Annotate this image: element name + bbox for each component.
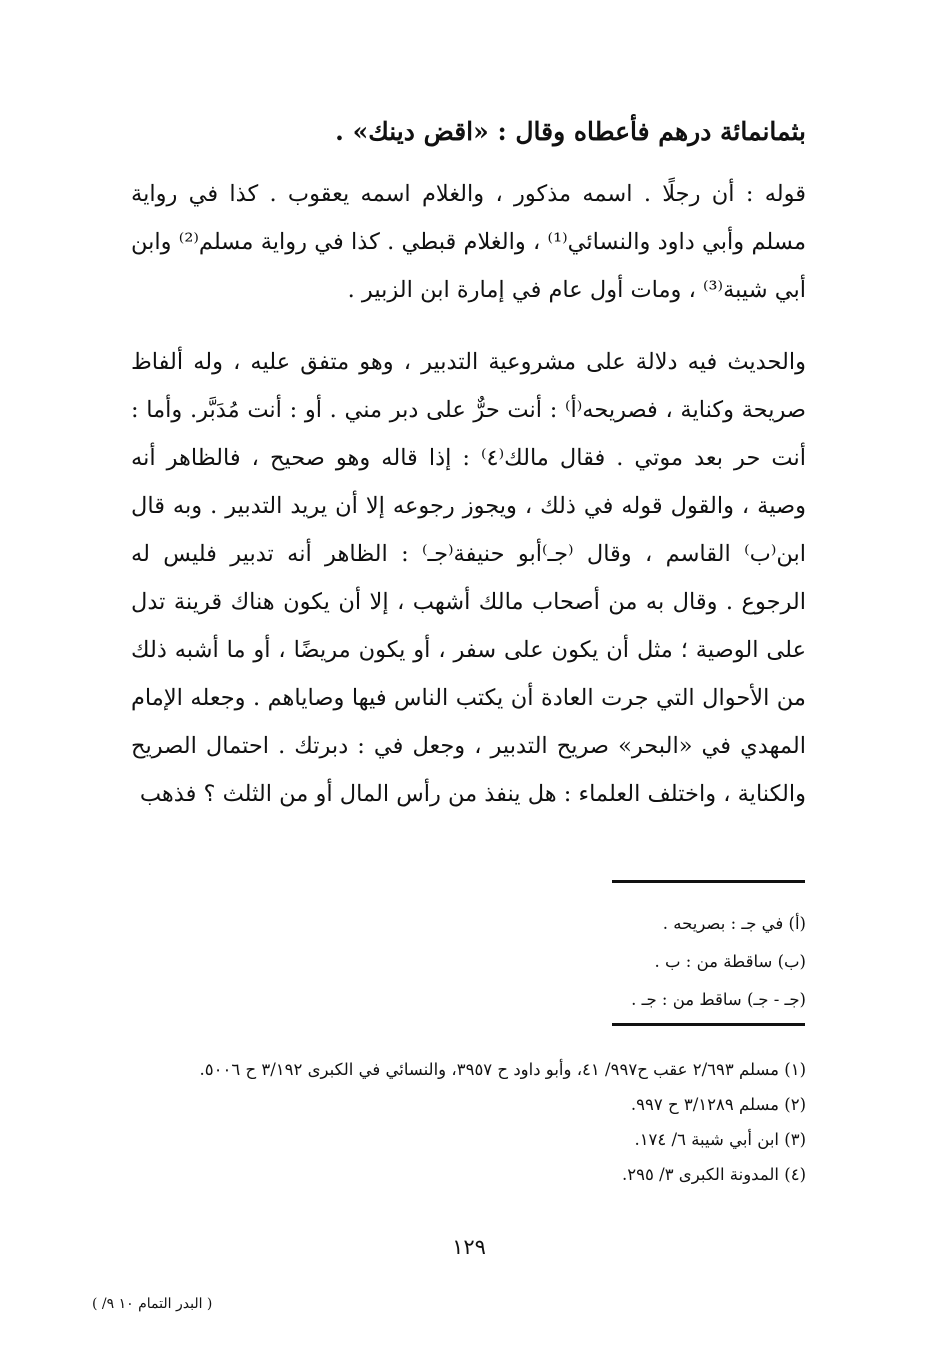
- paragraph-narrator-notes: قوله : أن رجلًا . اسمه مذكور ، والغلام اسمه يعقوب . كذا في رواية مسلم وأبي داود والنسائي⁽¹⁾ ، والغلام قبطي . كذا في رواية مسلم⁽²⁾ وابن أبي شيبة⁽³⁾ ، ومات أول عام في إمارة ابن الزبير .: [131, 181, 806, 303]
- variant-notes-list: [126, 905, 806, 1019]
- continuation-heading: بثمانمائة درهم فأعطاه وقال : «اقض دينك» .: [335, 117, 806, 146]
- page-number: ١٢٩: [452, 1235, 486, 1259]
- paragraph-tadbir-ruling: والحديث فيه دلالة على مشروعية التدبير ، وهو متفق عليه ، وله ألفاظ صريحة وكناية ، فصريحه⁽أ⁾ : أنت حرٌّ على دبر مني . أو : أنت مُدَبَّر. وأما : أنت حر بعد موتي . فقال مالك⁽٤⁾ : إذا قاله وهو صحيح ، فالظاهر أنه وصية ، والقول قوله في ذلك ، ويجوز رجوعه إلا أن يريد التدبير . وبه قال ابن⁽ب⁾ القاسم ، وقال ⁽جـ⁾أبو حنيفة⁽جـ⁾ : الظاهر أنه تدبير فليس له الرجوع . وقال به من أصحاب مالك أشهب ، إلا أن يكون هناك قرينة تدل على الوصية ؛ مثل أن يكون على سفر ، أو يكون مريضًا ، أو ما أشبه ذلك من الأحوال التي جرت العادة أن يكتب الناس فيها وصاياهم . وجعله الإمام المهدي في «البحر» صريح التدبير ، وجعل في : دبرتك . احتمال الصريح والكناية ، واختلف العلماء : هل ينفذ من رأس المال أو من الثلث ؟ فذهب: [131, 349, 806, 807]
- source-note: (١) مسلم ٢/٦٩٣ عقب ح٩٩٧/ ٤١، وأبو داود ح ٣٩٥٧، والنسائي في الكبرى ٣/١٩٢ ح ٥٠٠٦.: [199, 1060, 806, 1079]
- variant-note: (أ) في جـ : بصريحه .: [662, 914, 806, 933]
- footnote-divider-variants: [612, 880, 805, 883]
- variant-note: (ب) ساقطة من : ب .: [654, 952, 806, 971]
- printer-signature: ( البدر التمام ١٠ ٩/ ): [92, 1296, 213, 1312]
- footnote-divider-sources: [612, 1023, 805, 1026]
- source-notes-list: [126, 1052, 806, 1192]
- source-note: (٣) ابن أبي شيبة ٦/ ١٧٤.: [634, 1130, 806, 1149]
- source-note: (٢) مسلم ٣/١٢٨٩ ح ٩٩٧.: [630, 1095, 806, 1114]
- source-note: (٤) المدونة الكبرى ٣/ ٢٩٥.: [622, 1165, 806, 1184]
- variant-note: (جـ - جـ) ساقط من : جـ .: [631, 990, 806, 1009]
